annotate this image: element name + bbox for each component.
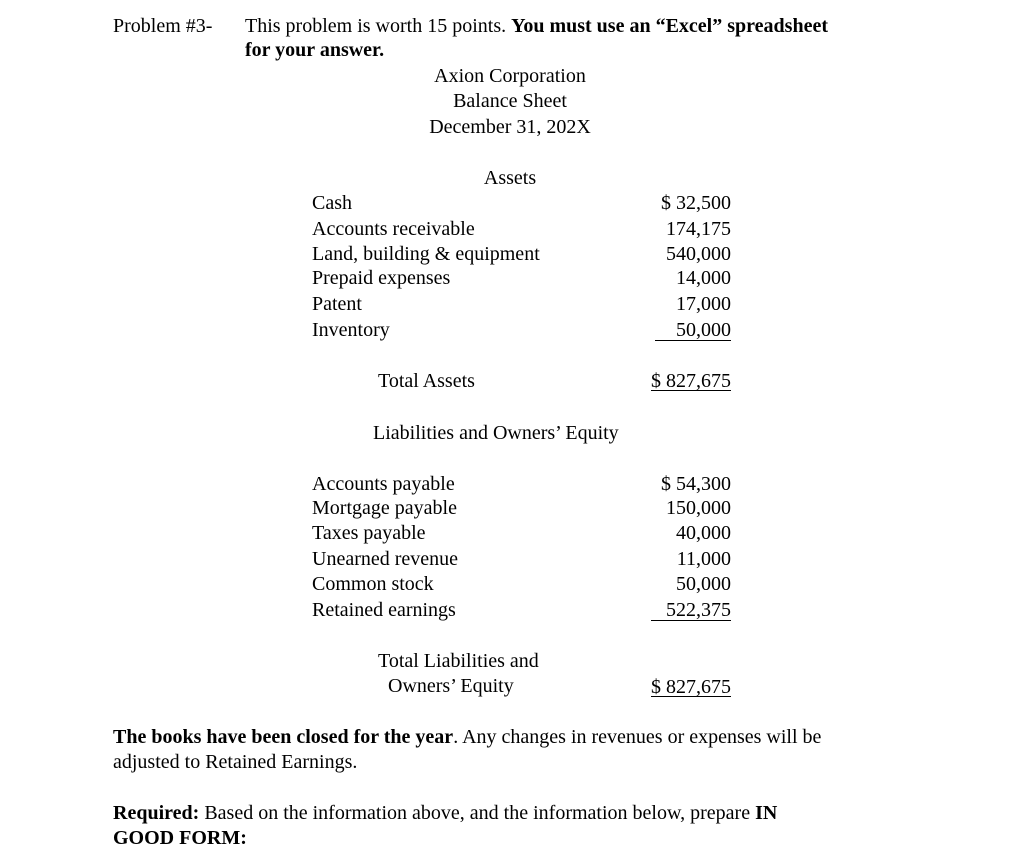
asset-value: 50,000 (655, 320, 731, 341)
problem-intro-line2: for your answer. (245, 39, 385, 61)
total-liabilities-label-line1: Total Liabilities and (378, 650, 539, 672)
required-label: Required: (113, 802, 200, 824)
liability-value: $ 54,300 (661, 473, 731, 495)
liability-label: Mortgage payable (312, 497, 457, 519)
asset-value: 14,000 (676, 267, 731, 289)
liability-value: 50,000 (676, 573, 731, 595)
required-line2: GOOD FORM: (113, 827, 247, 849)
asset-value: $ 32,500 (661, 192, 731, 214)
required-text: Based on the information above, and the information below, prepare (199, 802, 756, 824)
problem-label: Problem #3- (113, 15, 213, 37)
problem-intro-line1 (245, 16, 828, 36)
closed-note-bold: The books have been closed for the year (113, 726, 454, 748)
liability-label: Taxes payable (312, 522, 426, 544)
liability-value: 522,375 (651, 600, 731, 621)
liability-label: Accounts payable (312, 473, 455, 495)
closed-note-rest: . Any changes in revenues or expenses will be (453, 726, 822, 748)
statement-title: Balance Sheet (453, 90, 567, 112)
intro-plain-text: This problem is worth 15 points. (245, 15, 512, 37)
closed-note-line1 (113, 727, 821, 747)
liabilities-heading: Liabilities and Owners’ Equity (373, 422, 619, 444)
asset-value: 174,175 (666, 218, 731, 240)
assets-heading: Assets (483, 167, 537, 189)
liability-label: Common stock (312, 573, 434, 595)
statement-date: December 31, 202X (429, 116, 591, 138)
liability-label: Unearned revenue (312, 548, 459, 570)
total-liabilities-label-line2: Owners’ Equity (388, 675, 514, 697)
required-in: IN (755, 802, 778, 824)
asset-label: Prepaid expenses (312, 267, 451, 289)
company-name: Axion Corporation (434, 65, 586, 87)
asset-label: Accounts receivable (312, 218, 475, 240)
liability-value: 11,000 (676, 548, 731, 570)
closed-note-line2: adjusted to Retained Earnings. (113, 751, 358, 773)
asset-label: Inventory (312, 319, 390, 341)
total-assets-label: Total Assets (378, 370, 475, 392)
total-liabilities-value: $ 827,675 (651, 676, 731, 698)
intro-bold-text: You must use an “Excel” spreadsheet (511, 15, 828, 37)
asset-label: Cash (312, 192, 352, 214)
asset-label: Land, building & equipment (312, 243, 540, 265)
required-line1 (113, 803, 777, 823)
asset-value: 17,000 (676, 293, 731, 315)
liability-label: Retained earnings (312, 599, 456, 621)
asset-value: 540,000 (666, 243, 731, 265)
asset-label: Patent (312, 293, 362, 315)
liability-value: 40,000 (676, 522, 731, 544)
liability-value: 150,000 (666, 497, 731, 519)
total-assets-value: $ 827,675 (651, 370, 731, 392)
